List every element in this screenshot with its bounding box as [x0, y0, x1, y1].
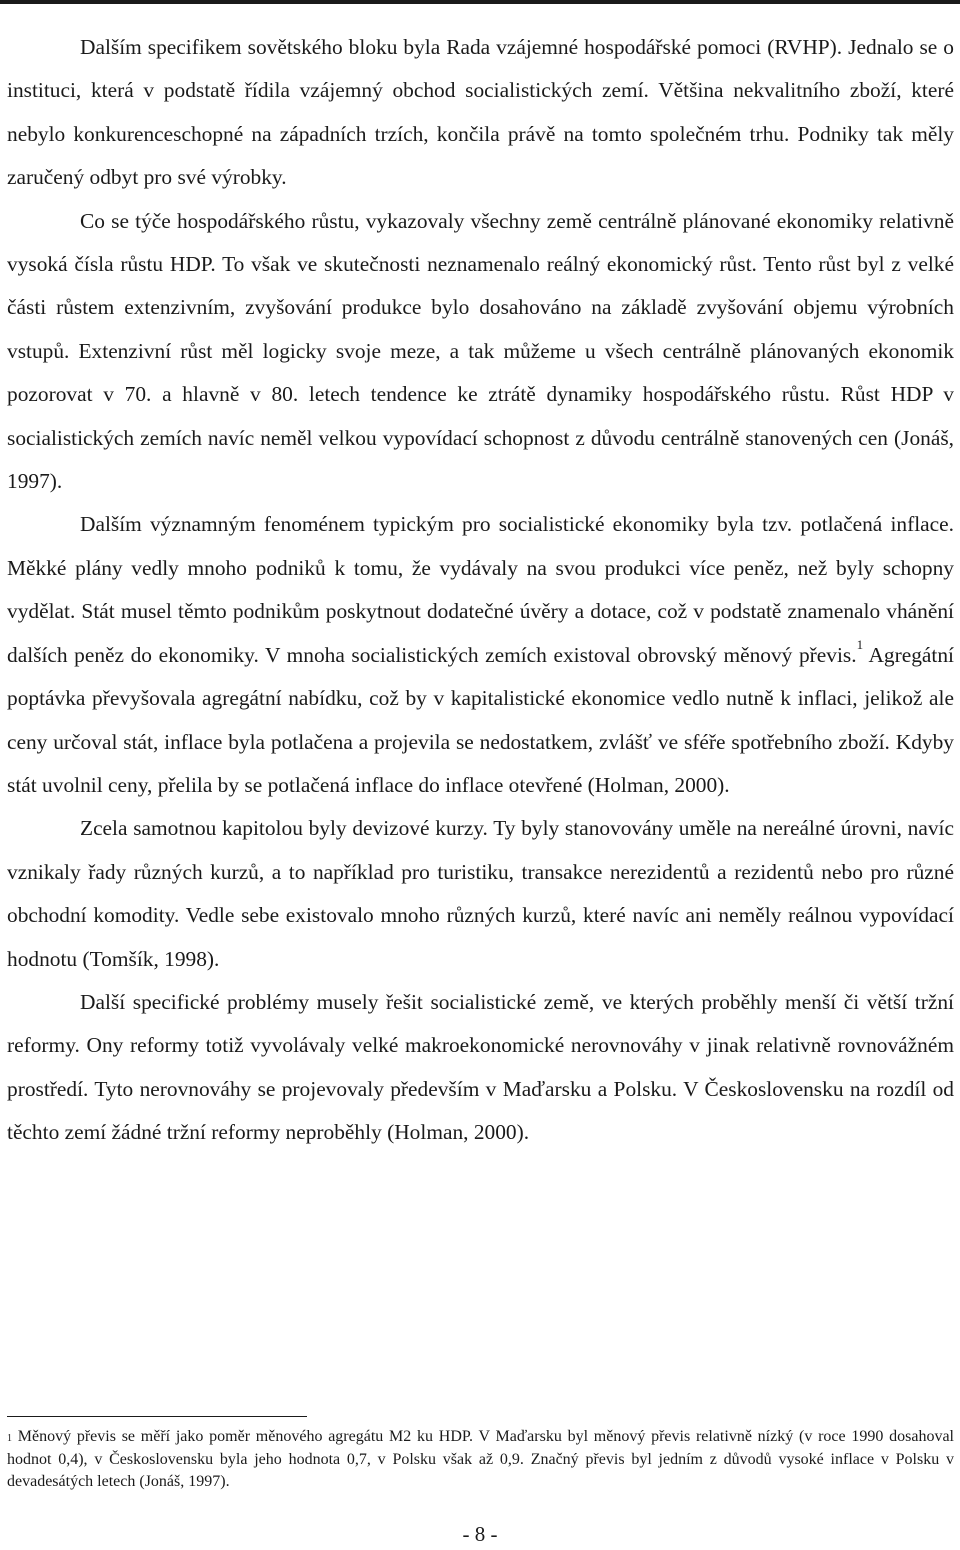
- paragraph-growth: Co se týče hospodářského růstu, vykazovaly všechny země centrálně plánované ekonomiky relativně vysoká čísla růstu HDP. To však ve skutečnosti neznamenalo reálný ekonomický růst. Tento růst byl z velké části růstem extenzivním, zvyšování produkce bylo dosahováno na základě zvyšování objemu výrobních vstupů. Extenzivní růst měl logicky svoje meze, a tak můžeme u všech centrálně plánovaných ekonomik pozorovat v 70. a hlavně v 80. letech tendence ke ztrátě dynamiky hospodářského růstu. Růst HDP v socialistických zemích navíc neměl velkou vypovídací schopnost z důvodu centrálně stanovených cen (Jonáš, 1997).: [7, 208, 954, 494]
- paragraph-inflation-text-a: Dalším významným fenoménem typickým pro socialistické ekonomiky byla tzv. potlačená inflace. Měkké plány vedly mnoho podniků k tomu, že vydávaly na svou produkci více peněz, než byly schopny vydělat. Stát musel těmto podnikům poskytnout dodatečné úvěry a dotace, což v podstatě znamenalo vhánění dalších peněz do ekonomiky. V mnoha socialistických zemích existoval obrovský měnový převis.: [7, 512, 954, 667]
- footnote-separator: [7, 1416, 307, 1417]
- footnote-text: Měnový převis se měří jako poměr měnového agregátu M2 ku HDP. V Maďarsku byl měnový převis relativně nízký (v roce 1990 dosahoval hodnot 0,4), v Československu byla jeho hodnota 0,7, v Polsku však až 0,9. Značný převis byl jedním z důvodů vysoké inflace v Polsku v devadesátých letech (Jonáš, 1997).: [7, 1428, 954, 1490]
- paragraph-inflation-text-b: Agregátní poptávka převyšovala agregátní nabídku, což by v kapitalistické ekonomice vedlo nutně k inflaci, jelikož ale ceny určoval stát, inflace byla potlačena a projevila se nedostatkem, zvlášť ve sféře spotřebního zboží. Kdyby stát uvolnil ceny, přelila by se potlačená inflace do inflace otevřené (Holman, 2000).: [7, 642, 954, 797]
- page-number: - 8 -: [462, 1522, 498, 1546]
- footnote-reference[interactable]: 1: [856, 636, 864, 652]
- footnote: [7, 1426, 954, 1494]
- footnote-mark: 1: [7, 1433, 12, 1444]
- paragraph-reforms: Další specifické problémy musely řešit socialistické země, ve kterých proběhly menší či větší tržní reformy. Ony reformy totiž vyvolávaly velké makroekonomické nerovnováhy v jinak relativně rovnovážném prostředí. Tyto nerovnováhy se projevovaly především v Maďarsku a Polsku. V Československu na rozdíl od těchto zemí žádné tržní reformy neproběhly (Holman, 2000).: [7, 989, 954, 1145]
- top-border-line: [0, 0, 960, 4]
- paragraph-exchange-rates: Zcela samotnou kapitolou byly devizové kurzy. Ty byly stanovovány uměle na nereálné úrovni, navíc vznikaly řady různých kurzů, a to například pro turistiku, transakce nerezidentů a rezidentů nebo pro různé obchodní komodity. Vedle sebe existovalo mnoho různých kurzů, které navíc ani neměly reálnou vypovídací hodnotu (Tomšík, 1998).: [7, 816, 954, 971]
- paragraph-rvhp: Dalším specifikem sovětského bloku byla Rada vzájemné hospodářské pomoci (RVHP). Jednalo se o instituci, která v podstatě řídila vzájemný obchod socialistických zemí. Většina nekvalitního zboží, které nebylo konkurenceschopné na západních trzích, končila právě na tomto společném trhu. Podniky tak měly zaručený odbyt pro své výrobky.: [7, 35, 954, 190]
- paragraph-inflation: [7, 503, 954, 807]
